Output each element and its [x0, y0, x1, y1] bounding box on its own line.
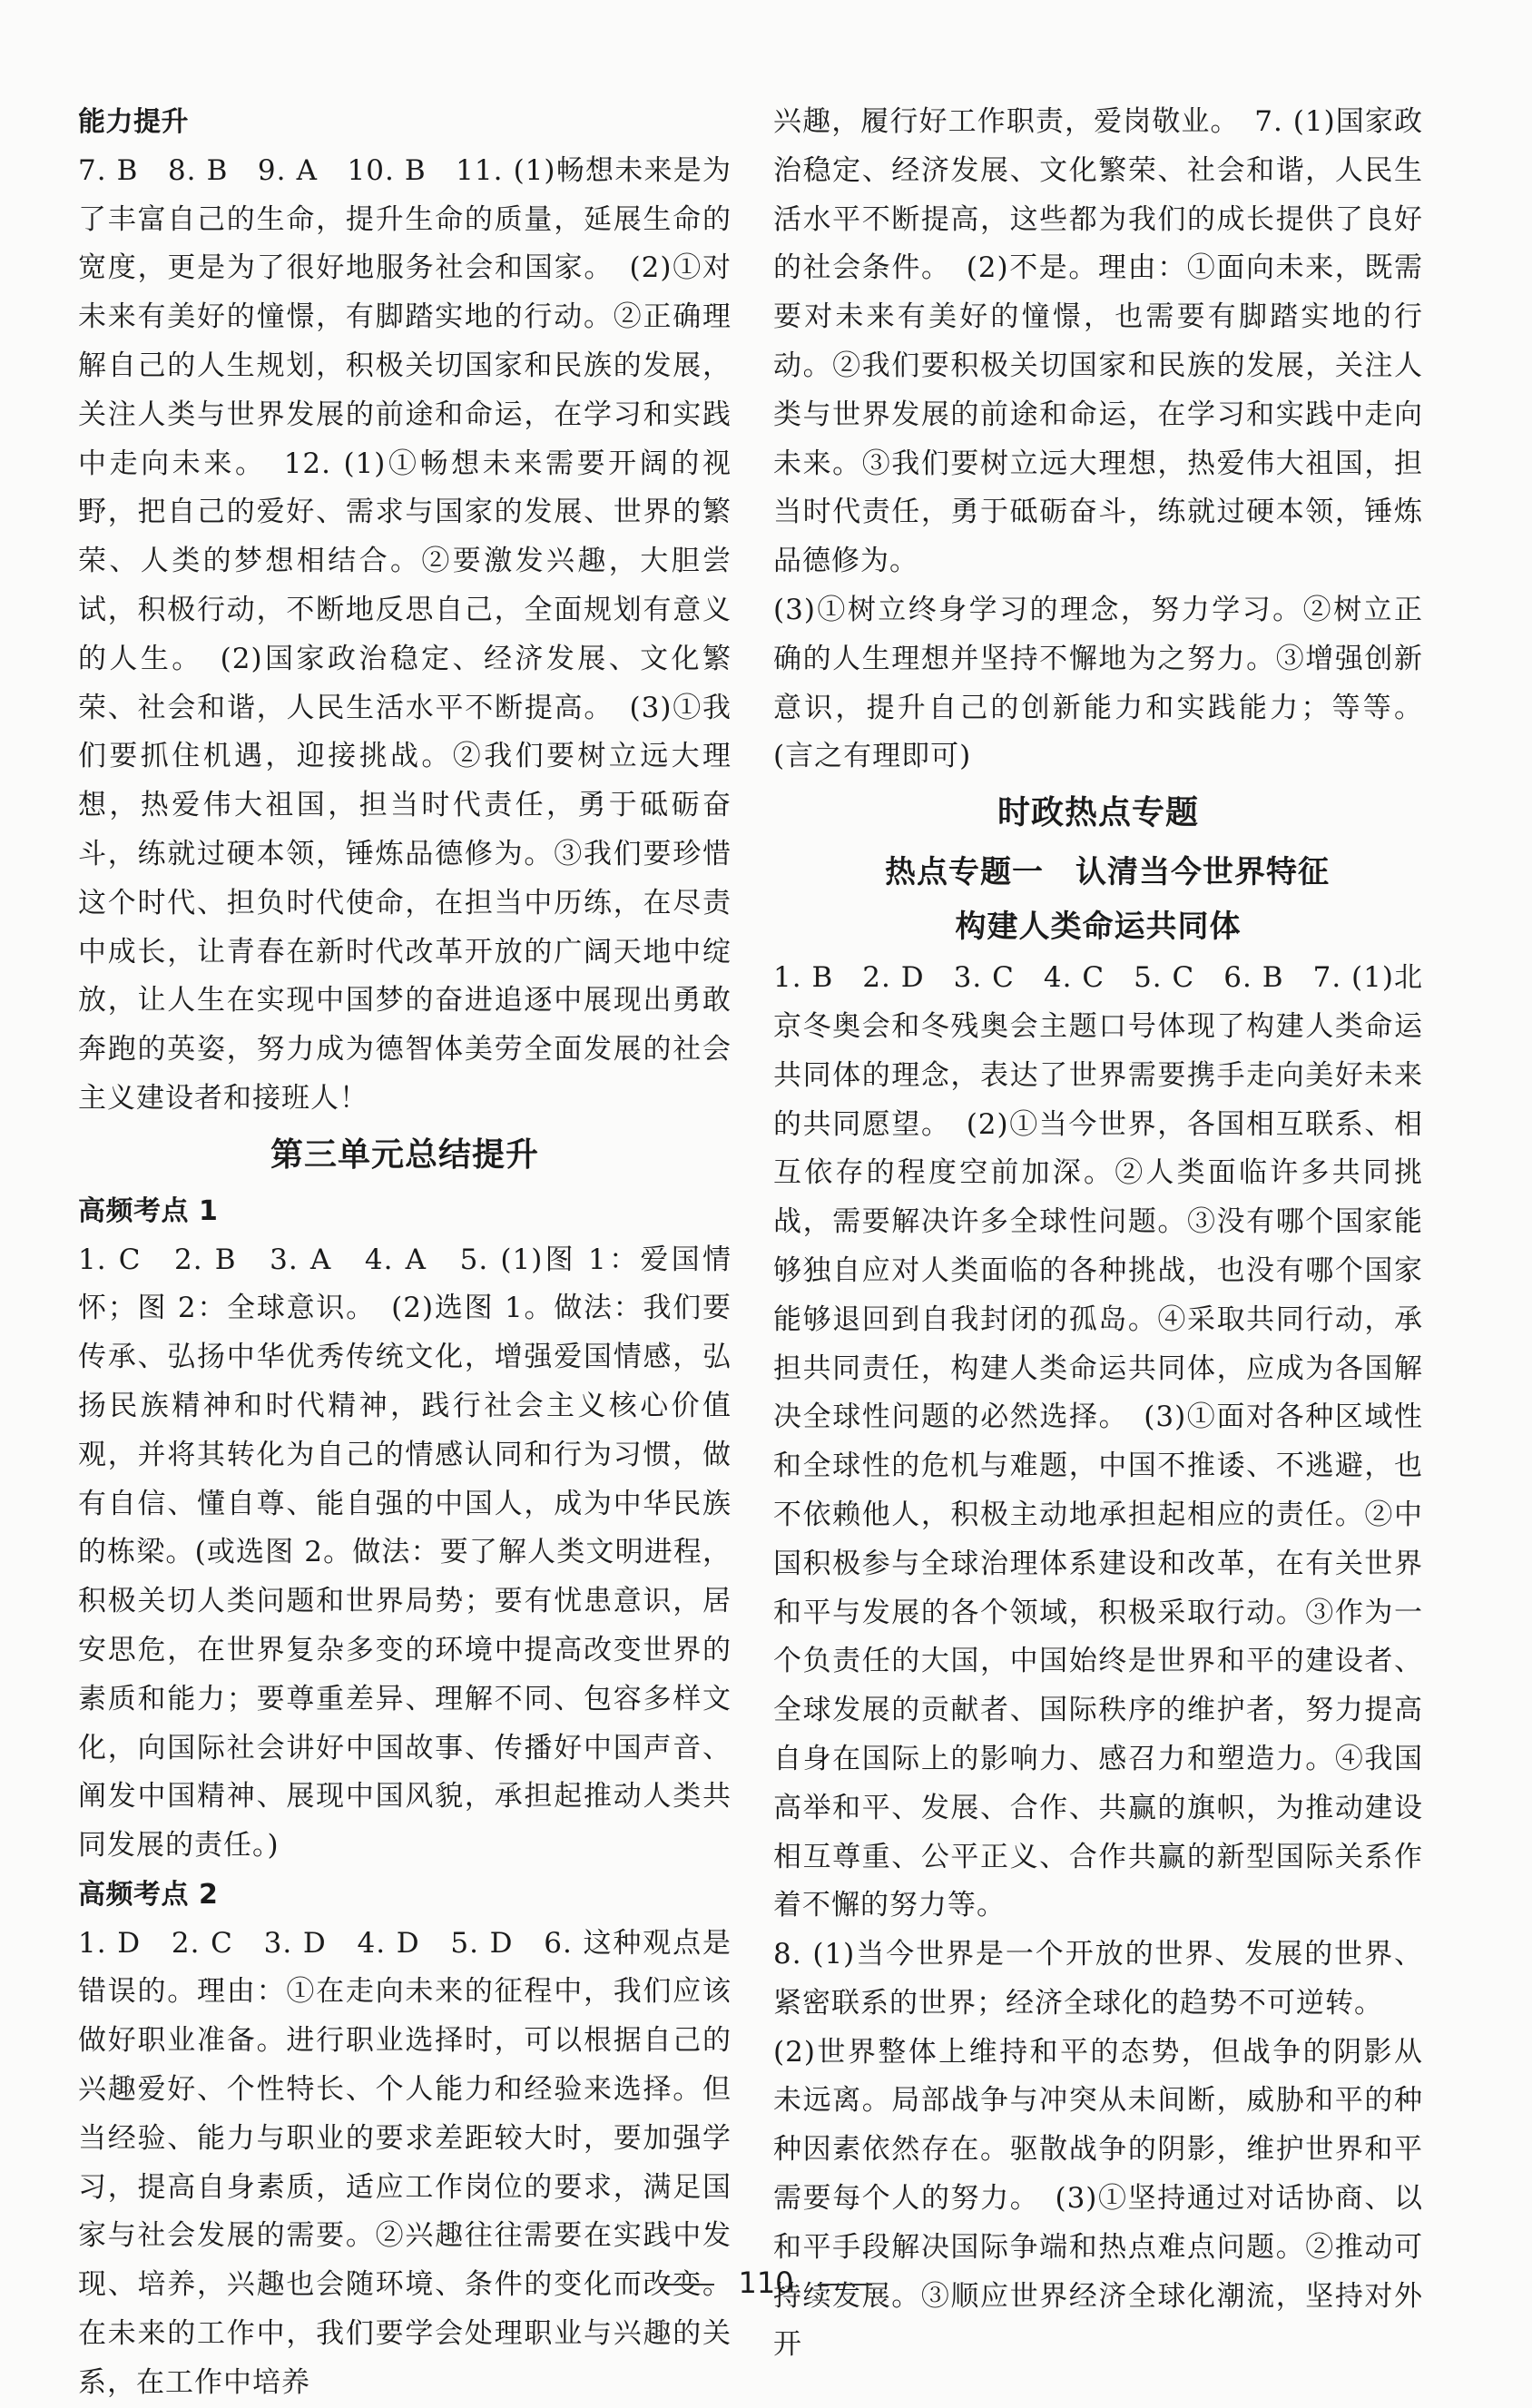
key-point-1-heading: 高频考点 1 [78, 1194, 219, 1227]
section-title: 时政热点专题 [997, 794, 1199, 832]
key-point-2-answers: 1. D 2. C 3. D 4. D 5. D 6. 这种观点是错误的。理由：①在走向未来的征程中，我们应该做好职业准备。进行职业选择时，可以根据自己的兴趣爱好、个性特长、个人能力和经验来选择。但当经验、能力与职业的要求差距较大时，要加强学习，提高自身素质，适应工作岗位的要求，满足国家与社会发展的需要。②兴趣往往需要在实践中发现、培养，兴趣也会随环境、条件的变化而改变。在未来的工作中，我们要学会处理职业与兴趣的关系，在工作中培养 [78, 1926, 732, 2399]
continued-answers: 兴趣，履行好工作职责，爱岗敬业。 7. (1)国家政治稳定、经济发展、文化繁荣、社会和谐，人民生活水平不断提高，这些都为我们的成长提供了良好的社会条件。 (2)不是。理由：①面向未来，既需要对未来有美好的憧憬，也需要有脚踏实地的行动。②我们要积极关切国家和民族的发展，关注人类与世界发展的前途和命运，在学习和实践中走向未来。③我们要树立远大理想，热爱伟大祖国，担当时代责任，勇于砥砺奋斗，练就过硬本领，锤炼品德修为。 [773, 105, 1423, 578]
ability-answers: 7. B 8. B 9. A 10. B 11. (1)畅想未来是为了丰富自己的生命，提升生命的质量，延展生命的宽度，更是为了很好地服务社会和国家。 (2)①对未来有美好的憧憬，有脚踏实地的行动。②正确理解自己的人生规划，积极关切国家和民族的发展，关注人类与世界发展的前途和命运，在学习和实践中走向未来。 12. (1)①畅想未来需要开阔的视野，把自己的爱好、需求与国家的发展、世界的繁荣、人类的梦想相结合。②要激发兴趣，大胆尝试，积极行动，不断地反思自己，全面规划有意义的人生。 (2)国家政治稳定、经济发展、文化繁荣、社会和谐，人民生活水平不断提高。 (3)①我们要抓住机遇，迎接挑战。②我们要树立远大理想，热爱伟大祖国，担当时代责任，勇于砥砺奋斗，练就过硬本领，锤炼品德修为。③我们要珍惜这个时代、担负时代使命，在担当中历练，在尽责中成长，让青春在新时代改革开放的广阔天地中绽放，让人生在实现中国梦的奋进追逐中展现出勇敢奔跑的英姿，努力成为德智体美劳全面发展的社会主义建设者和接班人！ [78, 153, 732, 1115]
topic-answers: 1. B 2. D 3. C 4. C 5. C 6. B 7. (1)北京冬奥会和冬残奥会主题口号体现了构建人类命运共同体的理念，表达了世界需要携手走向美好未来的共同愿望。 (2)①当今世界，各国相互联系、相互依存的程度空前加深。②人类面临许多共同挑战，需要解决许多全球性问题。③没有哪个国家能够独自应对人类面临的各种挑战，也没有哪个国家能够退回到自我封闭的孤岛。④采取共同行动，承担共同责任，构建人类命运共同体，应成为各国解决全球性问题的必然选择。 (3)①面对各种区域性和全球性的危机与难题，中国不推诿、不逃避，也不依赖他人，积极主动地承担起相应的责任。②中国积极参与全球治理体系建设和改革，在有关世界和平与发展的各个领域，积极采取行动。③作为一个负责任的大国，中国始终是世界和平的建设者、全球发展的贡献者、国际秩序的维护者，努力提高自身在国际上的影响力、感召力和塑造力。④我国高举和平、发展、合作、共赢的旗帜，为推动建设相互尊重、公平正义、合作共赢的新型国际关系作着不懈的努力等。 [773, 961, 1423, 1922]
footer-dash-left [660, 2284, 714, 2285]
answer-8-part-2: (2)世界整体上维持和平的态势，但战争的阴影从未远离。局部战争与冲突从未间断，威胁和平的种种因素依然存在。驱散战争的阴影，维护世界和平需要每个人的努力。 (3)①坚持通过对话协商、以和平手段解决国际争端和热点难点问题。②推动可持续发展。③顺应世界经济全球化潮流，坚持对外开 [773, 2035, 1423, 2362]
left-column [78, 98, 732, 2408]
page-footer [0, 2265, 1532, 2300]
answer-8-part-1: 8. (1)当今世界是一个开放的世界、发展的世界、紧密联系的世界；经济全球化的趋势不可逆转。 [773, 1938, 1423, 2020]
right-column [773, 98, 1423, 2370]
footer-dash-right [818, 2284, 872, 2285]
unit-summary-title: 第三单元总结提升 [270, 1135, 539, 1174]
page-number: 110 [738, 2265, 794, 2300]
topic-title-line-2: 构建人类命运共同体 [955, 909, 1242, 946]
topic-title-line-1: 热点专题一 认清当今世界特征 [885, 854, 1330, 891]
answer-7-part-3: (3)①树立终身学习的理念，努力学习。②树立正确的人生理想并坚持不懈地为之努力。③增强创新意识，提升自己的创新能力和实践能力；等等。(言之有理即可) [773, 593, 1423, 773]
ability-heading: 能力提升 [78, 106, 189, 138]
key-point-1-answers: 1. C 2. B 3. A 4. A 5. (1)图 1：爱国情怀；图 2：全球意识。 (2)选图 1。做法：我们要传承、弘扬中华优秀传统文化，增强爱国情感，弘扬民族精神和时代精神，践行社会主义核心价值观，并将其转化为自己的情感认同和行为习惯，做有自信、懂自尊、能自强的中国人，成为中华民族的栋梁。(或选图 2。做法：要了解人类文明进程，积极关切人类问题和世界局势；要有忧患意识，居安思危，在世界复杂多变的环境中提高改变世界的素质和能力；要尊重差异、理解不同、包容多样文化，向国际社会讲好中国故事、传播好中国声音、阐发中国精神、展现中国风貌，承担起推动人类共同发展的责任。) [78, 1243, 732, 1863]
key-point-2-heading: 高频考点 2 [78, 1878, 219, 1911]
